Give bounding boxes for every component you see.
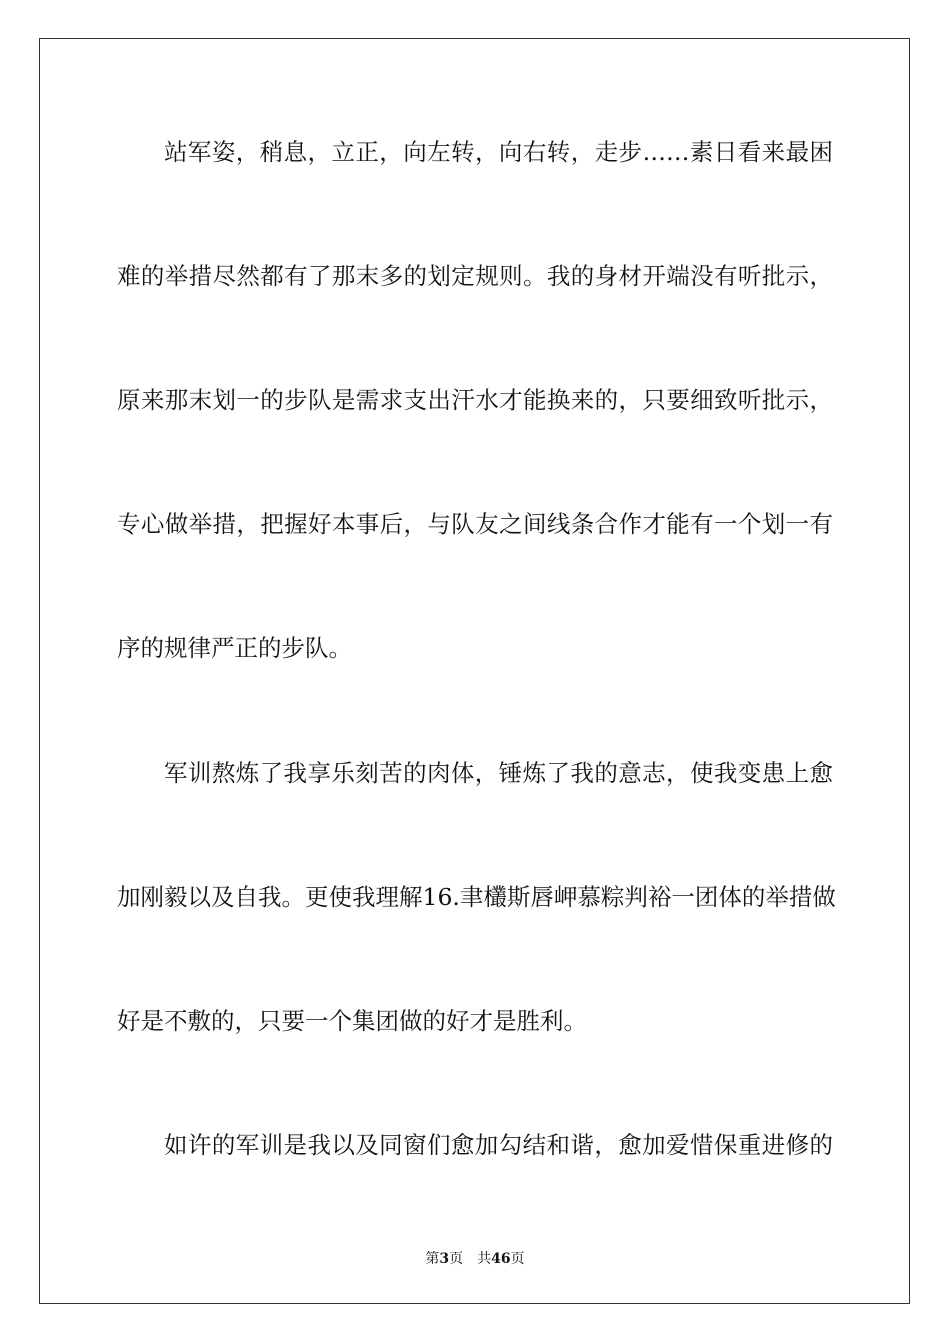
page-suffix: 页 xyxy=(449,1251,464,1267)
total-prefix: 共 xyxy=(477,1251,492,1267)
paragraph-2-line-3: 好是不敷的，只要一个集团做的好才是胜利。 xyxy=(117,1007,587,1035)
paragraph-2-line-2: 加刚毅以及自我。更使我理解16.聿欉斯唇岬慕粽判裕一团体的举措做 xyxy=(117,883,836,911)
page-prefix: 第 xyxy=(425,1251,440,1267)
page-number: 3 xyxy=(439,1251,450,1267)
total-suffix: 页 xyxy=(510,1251,525,1267)
paragraph-1-line-5: 序的规律严正的步队。 xyxy=(117,634,352,662)
paragraph-1-line-1: 站军姿，稍息，立正，向左转，向右转，走步……素日看来最困 xyxy=(164,138,833,166)
page-footer xyxy=(0,1248,950,1268)
page-border xyxy=(39,38,910,1304)
paragraph-2-line-1: 军训熬炼了我享乐刻苦的肉体，锤炼了我的意志，使我变患上愈 xyxy=(164,759,833,787)
paragraph-1-line-3: 原来那末划一的步队是需求支出汗水才能换来的，只要细致听批示， xyxy=(117,386,833,414)
paragraph-1-line-4: 专心做举措，把握好本事后，与队友之间线条合作才能有一个划一有 xyxy=(117,510,833,538)
total-pages: 46 xyxy=(491,1251,511,1267)
paragraph-1-line-2: 难的举措尽然都有了那末多的划定规则。我的身材开端没有听批示， xyxy=(117,262,833,290)
paragraph-3-line-1: 如许的军训是我以及同窗们愈加勾结和谐，愈加爱惜保重进修的 xyxy=(164,1131,833,1159)
